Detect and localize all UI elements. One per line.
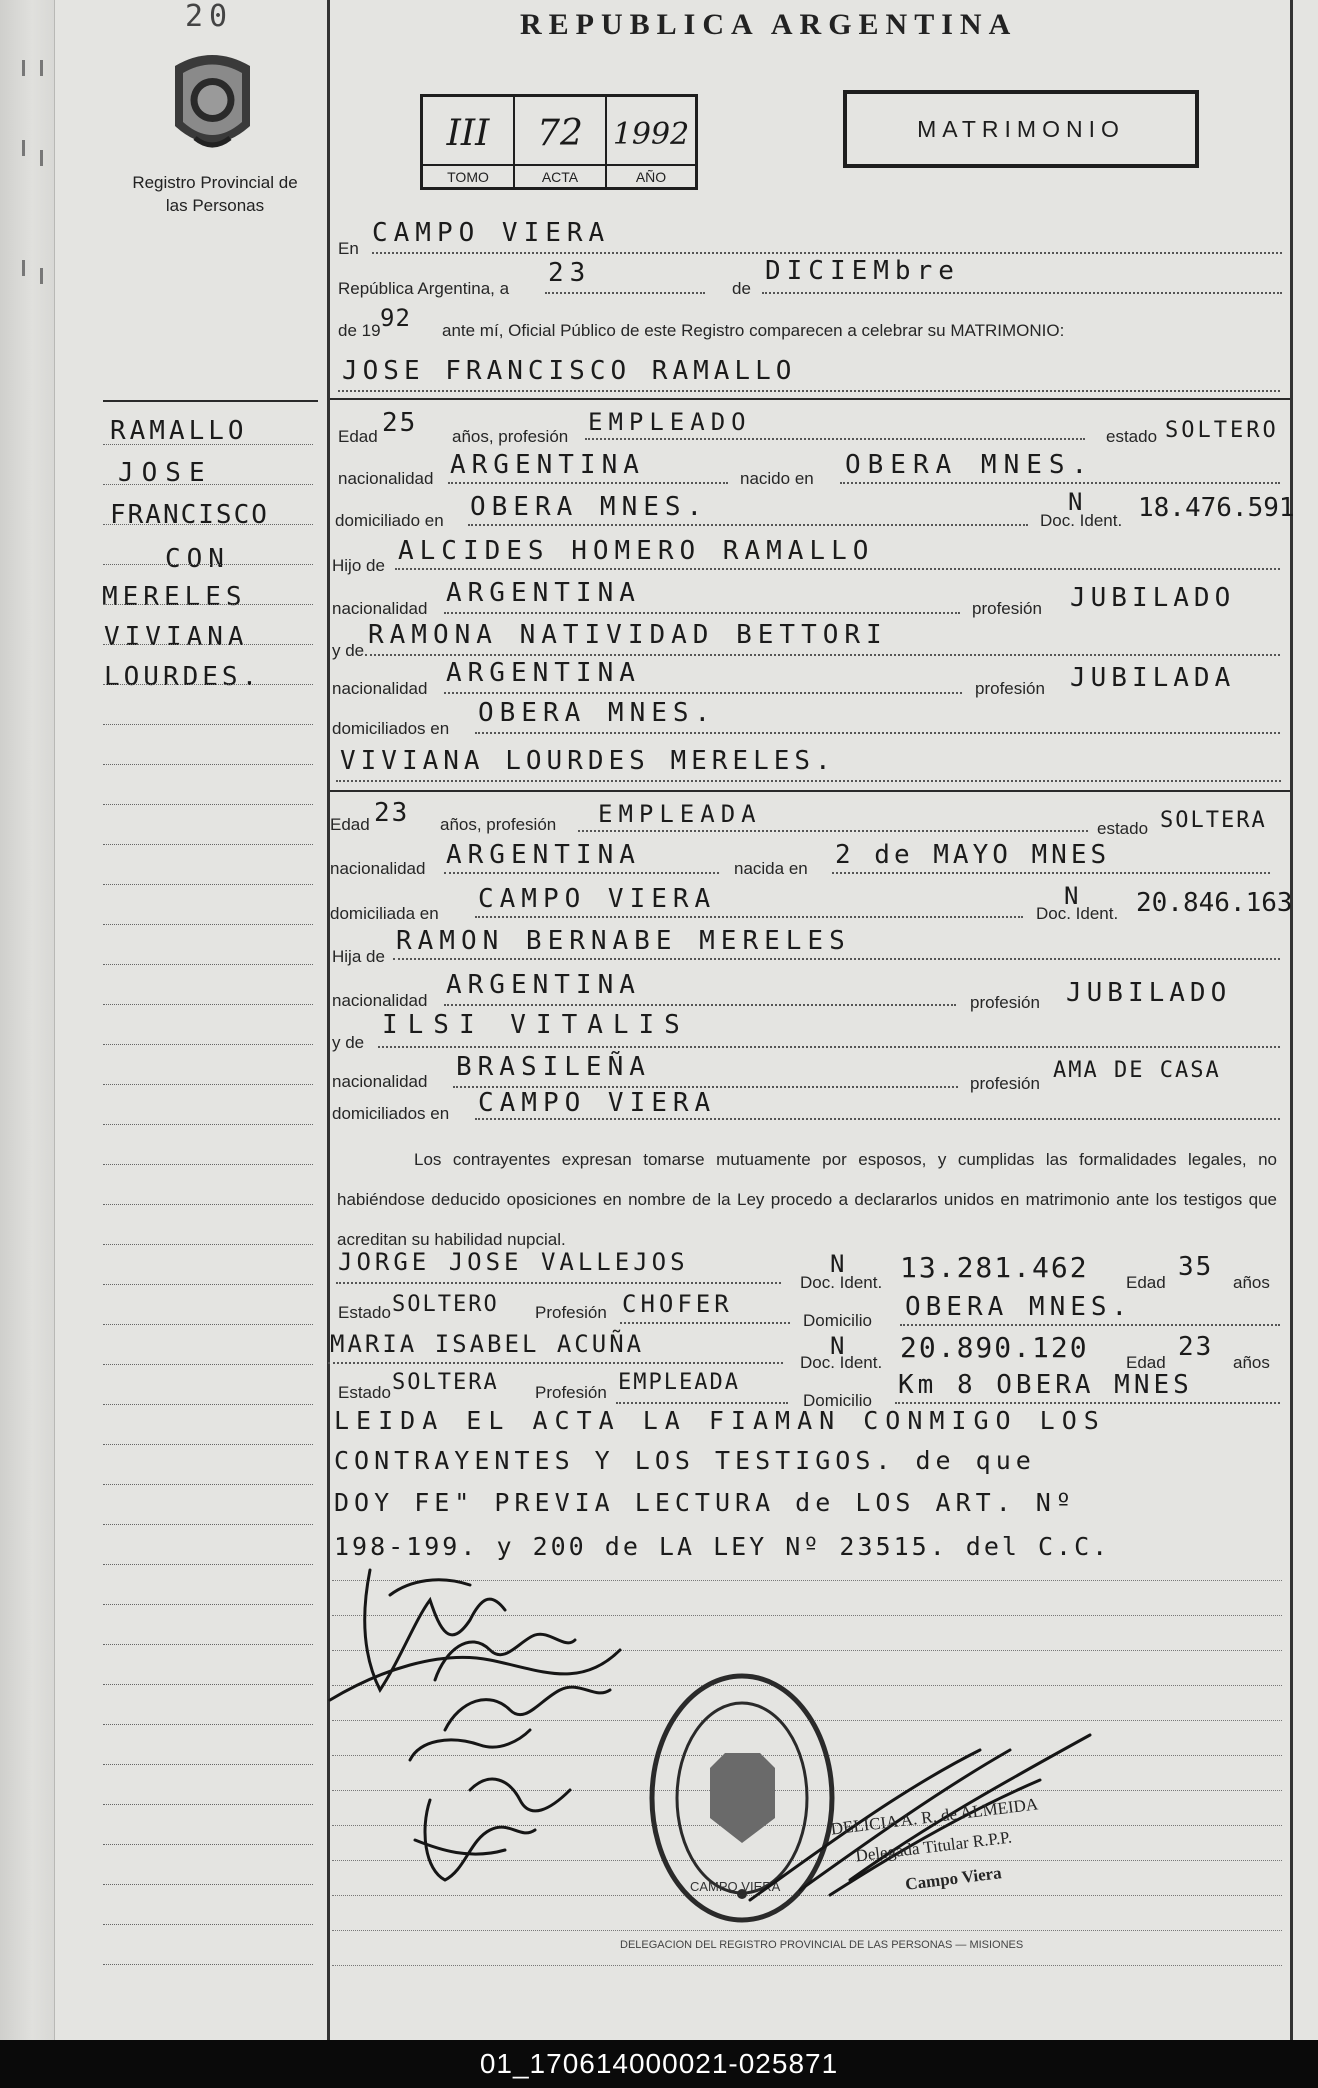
witness-1-estado: SOLTERO [392,1292,499,1317]
margin-note-line-4: CON [165,544,230,574]
margin-ruled-line [103,1004,313,1005]
margin-ruled-line [103,964,313,965]
acta-label: ACTA [515,164,605,185]
witness-1-edad-label: Edad [1126,1273,1166,1292]
page-number: 20 [185,0,234,34]
groom-name-line [338,390,1280,392]
bride-dom-line [475,916,1023,918]
groom-father-prof: JUBILADO [1070,583,1236,613]
margin-ruled-line [103,1204,313,1205]
officer-place: Campo Viera [904,1863,1003,1894]
groom-parents-dom-line [475,732,1280,734]
bride-father-nac-line [444,1004,956,1006]
margin-ruled-line [103,1684,313,1685]
groom-father-prof-label: profesión [972,599,1042,618]
groom-dom-line [468,524,1028,526]
margin-ruled-line [103,844,313,845]
margin-ruled-line [103,1164,313,1165]
province-seal-logo [165,48,260,163]
groom-section-top [330,398,1290,400]
act-type-box: MATRIMONIO [843,90,1199,168]
place-line [372,252,1282,254]
stamp-ring-text: DELEGACION DEL REGISTRO PROVINCIAL DE LAS PERSONAS — MISIONES [620,1939,1024,1951]
tomo-value: III [446,113,490,154]
margin-ruled-line [103,1444,313,1445]
right-margin-rule [1290,0,1293,2040]
witness-2-prof-label: Profesión [535,1383,607,1402]
witness-1-prof-label: Profesión [535,1303,607,1322]
witness-1-anos: años [1233,1273,1270,1292]
bride-nacida-en: 2 de MAYO MNES [835,840,1111,870]
bride-domicilio: CAMPO VIERA [478,884,717,914]
margin-ruled-line [103,1124,313,1125]
bride-nacida-line [832,872,1270,874]
witness-2-doc-label: Doc. Ident. [800,1353,883,1372]
margin-ruled-line [103,924,313,925]
groom-dom-label: domiciliado en [335,511,444,530]
groom-mother-nac: ARGENTINA [446,658,641,688]
groom-edad-label: Edad [338,427,378,446]
margin-ruled-line [103,604,313,605]
day-line [545,292,705,294]
groom-nacido-en: OBERA MNES. [845,450,1095,480]
ruled-line [332,1965,1282,1966]
de-label: de [732,279,751,298]
margin-ruled-line [103,684,313,685]
acta-cell [515,97,607,187]
stamp-bottom-text: CAMPO VIERA [690,1879,781,1894]
groom-nac-line [448,482,728,484]
groom-father-line [395,568,1280,570]
acta-value: 72 [537,113,583,154]
margin-top-rule [103,400,318,402]
witness-2-domicilio: Km 8 OBERA MNES [898,1370,1193,1400]
margin-ruled-line [103,884,313,885]
closing-line-1: LEIDA EL ACTA LA FIAMAN CONMIGO LOS [334,1406,1106,1435]
witness-2-name: MARIA ISABEL ACUÑA [330,1330,645,1358]
margin-ruled-line [103,1324,313,1325]
bride-parents-dom-line [475,1118,1280,1120]
groom-hijo-label: Hijo de [332,556,385,575]
tomo-cell [423,97,515,187]
en-label: En [338,239,359,258]
groom-prof-line [585,438,1085,440]
groom-nacido-label: nacido en [740,469,814,488]
witness-1-doc-n: N [830,1250,845,1278]
witness-2-dom-label: Domicilio [803,1391,872,1410]
witness-1-doc: 13.281.462 [900,1251,1089,1284]
bride-mother-nac: BRASILEÑA [456,1052,651,1082]
margin-ruled-line [103,1764,313,1765]
margin-ruled-line [103,1884,313,1885]
margin-ruled-line [103,1484,313,1485]
bride-doc: 20.846.163 [1136,888,1293,918]
bride-hija-label: Hija de [332,947,385,966]
groom-edad: 25 [382,408,418,438]
margin-ruled-line [103,1524,313,1525]
bride-mother-prof: AMA DE CASA [1053,1058,1221,1083]
bride-mother-nac-label: nacionalidad [332,1072,428,1091]
bride-section-top [330,790,1290,792]
witness-1-name-line [336,1282,781,1284]
bride-father-prof: JUBILADO [1066,978,1232,1008]
bride-nacionalidad: ARGENTINA [446,840,641,870]
bride-father-nac-label: nacionalidad [332,991,428,1010]
margin-note-line-6: VIVIANA [104,622,249,652]
tomo-label: TOMO [423,164,513,185]
year-suffix: 92 [380,304,411,332]
margin-ruled-line [103,1404,313,1405]
document-id: 01_170614000021-025871 [479,2048,839,2079]
registry-name: Registro Provincial de las Personas [132,173,298,215]
signatures [320,1540,660,1910]
witness-2-edad-label: Edad [1126,1353,1166,1372]
groom-doc-n: N [1068,488,1083,516]
day-value: 23 [548,258,592,288]
margin-ruled-line [103,1044,313,1045]
witness-1-domicilio: OBERA MNES. [905,1292,1133,1322]
groom-doc-label: Doc. Ident. [1040,511,1123,530]
groom-estado-label: estado [1106,427,1158,446]
margin-ruled-line [103,1964,313,1965]
bride-anos-prof-label: años, profesión [440,815,557,834]
margin-ruled-line [103,524,313,525]
groom-mother-prof: JUBILADA [1070,663,1236,693]
book-binding [0,0,55,2040]
bride-prof-line [578,830,1088,832]
republica-label: República Argentina, a [338,279,510,298]
bride-parents-dom-label: domiciliados en [332,1104,450,1123]
ruled-line [332,1930,1282,1931]
margin-ruled-line [103,724,313,725]
groom-parents-dom: OBERA MNES. [478,698,717,728]
bride-father: RAMON BERNABE MERELES [396,926,851,956]
margin-ruled-line [103,1364,313,1365]
witness-1-dom-label: Domicilio [803,1311,872,1330]
witness-1-dom-line [900,1324,1280,1326]
country-title: REPUBLICA ARGENTINA [520,8,1018,41]
margin-note-line-5: MERELES [102,582,247,612]
margin-note-line-7: LOURDES. [104,662,262,692]
margin-ruled-line [103,1284,313,1285]
bride-mother-prof-label: profesión [970,1074,1040,1093]
margin-ruled-line [103,1924,313,1925]
margin-ruled-line [103,764,313,765]
year-prefix: de 19 [338,321,381,340]
ano-value: 1992 [612,117,690,152]
bride-dom-label: domiciliada en [330,904,439,923]
witness-2-estado: SOLTERA [392,1370,499,1395]
groom-parents-dom-label: domiciliados en [332,719,450,738]
witness-2-doc-n: N [830,1332,845,1360]
margin-note-line-3: FRANCISCO [110,500,269,530]
bride-mother-line [378,1046,1280,1048]
month-value: DICIEMbre [765,256,960,286]
bride-doc-label: Doc. Ident. [1036,904,1119,923]
bride-father-prof-label: profesión [970,993,1040,1012]
groom-nacido-line [840,482,1280,484]
margin-ruled-line [103,1564,313,1565]
groom-y-de-label: y de [332,641,365,660]
groom-mother-nac-line [444,692,962,694]
bride-father-nac: ARGENTINA [446,970,641,1000]
place-value: CAMPO VIERA [372,218,611,248]
witness-2-name-line [328,1362,783,1364]
closing-line-3: DOY FE" PREVIA LECTURA de LOS ART. Nº [334,1488,1076,1517]
margin-ruled-line [103,1724,313,1725]
groom-father-nac: ARGENTINA [446,578,641,608]
groom-mother-prof-label: profesión [975,679,1045,698]
bride-profesion: EMPLEADA [598,800,762,828]
margin-ruled-line [103,484,313,485]
groom-father: ALCIDES HOMERO RAMALLO [398,536,875,566]
bride-edad-label: Edad [330,815,370,834]
margin-ruled-line [103,644,313,645]
margin-ruled-line [103,1644,313,1645]
groom-estado: SOLTERO [1165,418,1279,443]
groom-mother-line [365,654,1280,656]
witness-1-estado-label: Estado [338,1303,391,1322]
margin-ruled-line [103,1604,313,1605]
intro-text: ante mí, Oficial Público de este Registro comparecen a celebrar su MATRIMONIO: [442,321,1065,340]
witness-1-name: JORGE JOSE VALLEJOS [338,1248,689,1276]
witness-2-edad: 23 [1178,1332,1214,1362]
margin-ruled-line [103,804,313,805]
officer-title: Delegada Titular R.P.P. [854,1827,1013,1866]
closing-line-4: 198-199. y 200 de LA LEY Nº 23515. del C.C. [334,1532,1111,1561]
month-line [762,292,1282,294]
bride-name-line [336,780,1281,782]
officer-name: DELICIA A. R. de ALMEIDA [829,1794,1040,1839]
bride-y-de-label: y de [332,1033,365,1052]
witness-2-doc: 20.890.120 [900,1331,1089,1364]
bride-parents-dom: CAMPO VIERA [478,1088,717,1118]
bride-estado: SOLTERA [1160,808,1267,833]
groom-domicilio: OBERA MNES. [470,492,709,522]
witness-2-dom-line [895,1402,1280,1404]
bride-edad: 23 [374,798,410,828]
groom-father-nac-label: nacionalidad [332,599,428,618]
ano-label: AÑO [607,164,695,185]
bride-nac-line [444,872,719,874]
groom-doc: 18.476.591 [1138,493,1295,523]
witness-1-doc-label: Doc. Ident. [800,1273,883,1292]
volume-box [420,94,698,190]
groom-name: JOSE FRANCISCO RAMALLO [342,356,797,386]
margin-ruled-line [103,1244,313,1245]
margin-note-line-2: JOSE [118,458,213,488]
witness-2-estado-label: Estado [338,1383,391,1402]
margin-note-line-1: RAMALLO [110,416,248,446]
bride-nac-label: nacionalidad [330,859,426,878]
margin-ruled-line [103,1084,313,1085]
declaration-text: Los contrayentes expresan tomarse mutuamente por esposos, y cumplidas las formalidades legales, no habiéndose deducido oposiciones en nombre de la Ley procedo a declararlos unidos en matrimonio ante los testigos que acreditan su habilidad nupcial. [337,1150,1277,1249]
margin-ruled-line [103,1804,313,1805]
bride-mother: ILSI VITALIS [382,1010,690,1040]
groom-anos-prof-label: años, profesión [452,427,569,446]
groom-mother-nac-label: nacionalidad [332,679,428,698]
groom-mother: RAMONA NATIVIDAD BETTORI [368,620,888,650]
bride-father-line [393,958,1280,960]
witness-2-anos: años [1233,1353,1270,1372]
witness-1-edad: 35 [1178,1252,1214,1282]
witness-2-prof-line [616,1402,788,1404]
witness-1-prof-line [620,1322,790,1324]
groom-nacionalidad: ARGENTINA [450,450,645,480]
witness-1-profesion: CHOFER [622,1290,733,1318]
margin-ruled-line [103,564,313,565]
groom-profesion: EMPLEADO [588,408,752,436]
witness-2-profesion: EMPLEADA [618,1370,740,1395]
bride-nacida-label: nacida en [734,859,808,878]
ano-cell [607,97,695,187]
margin-ruled-line [103,444,313,445]
bride-name: VIVIANA LOURDES MERELES. [340,746,836,776]
groom-father-nac-line [444,612,960,614]
margin-ruled-line [103,1844,313,1845]
bride-doc-n: N [1064,882,1079,910]
closing-line-2: CONTRAYENTES Y LOS TESTIGOS. de que [334,1446,1036,1475]
groom-nac-label: nacionalidad [338,469,434,488]
bride-estado-label: estado [1097,819,1149,838]
